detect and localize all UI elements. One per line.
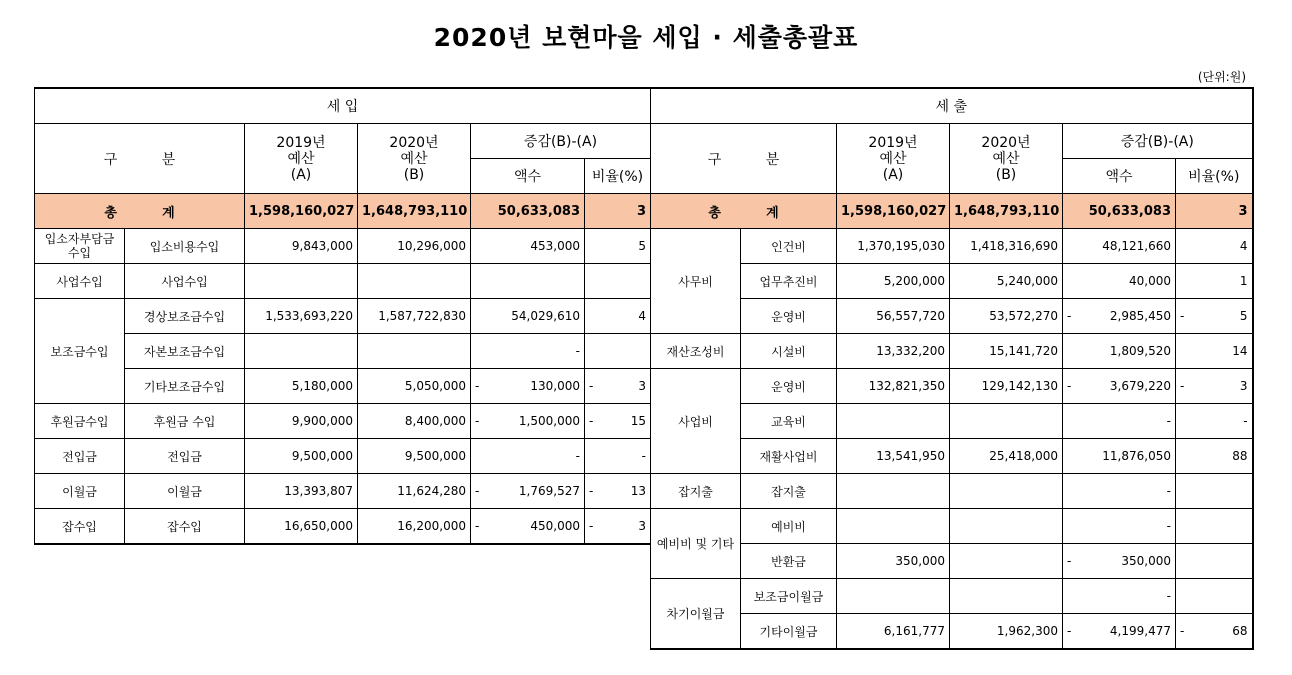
diff-amount-cell <box>471 509 585 545</box>
negative-sign: - <box>1180 379 1185 393</box>
diff-amount-cell: - <box>471 334 585 369</box>
table-row <box>35 334 651 369</box>
diff-amount-cell <box>1063 544 1176 579</box>
diff-ratio-cell: 14 <box>1176 334 1253 369</box>
budget-2020-cell <box>950 509 1063 544</box>
subcategory-cell: 자본보조금수입 <box>125 334 245 369</box>
table-row <box>651 579 1253 614</box>
diff-amount-cell <box>471 474 585 509</box>
budget-2019-cell: 6,161,777 <box>837 614 950 650</box>
diff-ratio-cell <box>1176 474 1253 509</box>
budget-2019-cell: 13,541,950 <box>837 439 950 474</box>
budget-2020-cell: 10,296,000 <box>358 229 471 264</box>
diff-amount-cell: 54,029,610 <box>471 299 585 334</box>
diff-amount-cell: 48,121,660 <box>1063 229 1176 264</box>
income-col-diff: 증감(B)-(A) <box>471 124 651 159</box>
total-label: 총 계 <box>651 194 837 229</box>
diff-ratio-cell-value: 3 <box>1239 379 1248 393</box>
budget-2020-cell: 53,572,270 <box>950 299 1063 334</box>
income-col-ratio: 비율(%) <box>585 159 651 194</box>
total-ratio: 3 <box>1176 194 1253 229</box>
table-row <box>35 264 651 299</box>
table-row <box>35 509 651 545</box>
budget-2019-cell: 132,821,350 <box>837 369 950 404</box>
diff-ratio-cell <box>585 404 651 439</box>
total-ratio: 3 <box>585 194 651 229</box>
subcategory-cell: 잡지출 <box>741 474 837 509</box>
negative-sign: - <box>475 379 480 393</box>
diff-amount-cell: - <box>1063 509 1176 544</box>
diff-amount-cell: - <box>1063 404 1176 439</box>
negative-sign: - <box>589 484 594 498</box>
table-row <box>35 439 651 474</box>
budget-2019-cell <box>837 474 950 509</box>
page-title: 2020년 보현마을 세입 · 세출총괄표 <box>433 23 859 52</box>
budget-2019-cell <box>245 264 358 299</box>
category-cell: 전입금 <box>35 439 125 474</box>
income-col-gubun: 구 분 <box>35 124 245 194</box>
diff-ratio-cell: - <box>585 439 651 474</box>
category-cell: 이월금 <box>35 474 125 509</box>
diff-ratio-cell: 1 <box>1176 264 1253 299</box>
subcategory-cell: 운영비 <box>741 369 837 404</box>
budget-2020-cell <box>950 544 1063 579</box>
diff-amount-cell-value: 1,769,527 <box>518 484 580 498</box>
table-row <box>35 229 651 264</box>
diff-ratio-cell <box>1176 299 1253 334</box>
subcategory-cell: 경상보조금수입 <box>125 299 245 334</box>
total-2020: 1,648,793,110 <box>950 194 1063 229</box>
diff-amount-cell: 1,809,520 <box>1063 334 1176 369</box>
subcategory-cell: 잡수입 <box>125 509 245 545</box>
table-row <box>651 299 1253 334</box>
budget-2019-cell <box>245 334 358 369</box>
diff-ratio-cell: 4 <box>1176 229 1253 264</box>
diff-ratio-cell <box>585 369 651 404</box>
subcategory-cell: 사업수입 <box>125 264 245 299</box>
subcategory-cell: 업무추진비 <box>741 264 837 299</box>
diff-amount-cell-value: 130,000 <box>530 379 580 393</box>
table-row <box>651 614 1253 650</box>
total-2019: 1,598,160,027 <box>837 194 950 229</box>
table-row <box>651 334 1253 369</box>
negative-sign: - <box>589 519 594 533</box>
diff-ratio-cell <box>1176 614 1253 650</box>
diff-ratio-cell <box>585 334 651 369</box>
negative-sign: - <box>475 484 480 498</box>
expense-col-2020: 2020년 예산 (B) <box>950 124 1063 194</box>
negative-sign: - <box>1067 624 1072 638</box>
table-row <box>651 404 1253 439</box>
budget-2020-cell: 16,200,000 <box>358 509 471 545</box>
table-row <box>651 369 1253 404</box>
expense-col-diff: 증감(B)-(A) <box>1063 124 1253 159</box>
table-row <box>651 229 1253 264</box>
income-total-row <box>35 194 651 229</box>
group-cell: 예비비 및 기타 <box>651 509 741 579</box>
diff-ratio-cell <box>585 474 651 509</box>
budget-2020-cell: 9,500,000 <box>358 439 471 474</box>
budget-2020-cell: 5,240,000 <box>950 264 1063 299</box>
diff-ratio-cell-value: 68 <box>1232 624 1248 638</box>
subcategory-cell: 기타이월금 <box>741 614 837 650</box>
budget-2020-cell: 11,624,280 <box>358 474 471 509</box>
budget-2019-cell: 1,370,195,030 <box>837 229 950 264</box>
budget-2020-cell <box>358 264 471 299</box>
diff-ratio-cell <box>1176 579 1253 614</box>
negative-sign: - <box>475 519 480 533</box>
budget-2020-cell <box>950 474 1063 509</box>
diff-amount-cell-value: 350,000 <box>1121 554 1171 568</box>
negative-sign: - <box>1180 624 1185 638</box>
budget-2020-cell <box>950 579 1063 614</box>
table-row <box>651 509 1253 544</box>
diff-amount-cell-value: 3,679,220 <box>1109 379 1171 393</box>
diff-ratio-cell-value: 13 <box>630 484 646 498</box>
budget-2019-cell: 1,533,693,220 <box>245 299 358 334</box>
budget-2020-cell <box>358 334 471 369</box>
budget-2020-cell <box>950 404 1063 439</box>
budget-2020-cell: 1,962,300 <box>950 614 1063 650</box>
negative-sign: - <box>1067 309 1072 323</box>
negative-sign: - <box>475 414 480 428</box>
category-cell: 잡수입 <box>35 509 125 545</box>
diff-amount-cell <box>1063 369 1176 404</box>
subcategory-cell: 입소비용수입 <box>125 229 245 264</box>
diff-ratio-cell: 4 <box>585 299 651 334</box>
diff-ratio-cell-value: 5 <box>1239 309 1248 323</box>
unit-label: (단위:원) <box>1197 70 1246 84</box>
negative-sign: - <box>589 414 594 428</box>
table-row <box>651 264 1253 299</box>
negative-sign: - <box>1180 309 1185 323</box>
budget-2019-cell: 56,557,720 <box>837 299 950 334</box>
total-2020: 1,648,793,110 <box>358 194 471 229</box>
table-row <box>651 439 1253 474</box>
diff-amount-cell-value: 450,000 <box>530 519 580 533</box>
diff-amount-cell <box>1063 614 1176 650</box>
budget-2019-cell: 5,200,000 <box>837 264 950 299</box>
budget-2020-cell: 1,418,316,690 <box>950 229 1063 264</box>
diff-ratio-cell-value: 15 <box>630 414 646 428</box>
expense-header: 세 출 <box>651 88 1253 124</box>
expense-col-2019: 2019년 예산 (A) <box>837 124 950 194</box>
diff-amount-cell-value: 4,199,477 <box>1109 624 1171 638</box>
table-row <box>35 369 651 404</box>
expense-col-amount: 액수 <box>1063 159 1176 194</box>
diff-ratio-cell: 88 <box>1176 439 1253 474</box>
budget-2019-cell: 13,332,200 <box>837 334 950 369</box>
subcategory-cell: 전입금 <box>125 439 245 474</box>
budget-2019-cell: 9,900,000 <box>245 404 358 439</box>
diff-amount-cell <box>471 369 585 404</box>
group-cell: 차기이월금 <box>651 579 741 650</box>
subcategory-cell: 이월금 <box>125 474 245 509</box>
income-header: 세 입 <box>35 88 651 124</box>
table-row <box>651 544 1253 579</box>
budget-2020-cell: 8,400,000 <box>358 404 471 439</box>
income-col-amount: 액수 <box>471 159 585 194</box>
subcategory-cell: 재활사업비 <box>741 439 837 474</box>
negative-sign: - <box>1067 554 1072 568</box>
budget-2020-cell: 129,142,130 <box>950 369 1063 404</box>
diff-ratio-cell <box>1176 544 1253 579</box>
diff-amount-cell-value: 1,500,000 <box>518 414 580 428</box>
budget-2019-cell: 9,843,000 <box>245 229 358 264</box>
total-amount: 50,633,083 <box>471 194 585 229</box>
expense-total-row <box>651 194 1253 229</box>
subcategory-cell: 예비비 <box>741 509 837 544</box>
diff-ratio-cell: - <box>1176 404 1253 439</box>
budget-2020-cell: 15,141,720 <box>950 334 1063 369</box>
category-cell: 입소자부담금 수입 <box>35 229 125 264</box>
subcategory-cell: 인건비 <box>741 229 837 264</box>
diff-ratio-cell-value: 3 <box>638 519 646 533</box>
negative-sign: - <box>589 379 594 393</box>
budget-2019-cell: 13,393,807 <box>245 474 358 509</box>
diff-amount-cell: - <box>471 439 585 474</box>
table-row <box>35 299 651 334</box>
budget-2019-cell <box>837 579 950 614</box>
category-cell: 사업수입 <box>35 264 125 299</box>
subcategory-cell: 교육비 <box>741 404 837 439</box>
category-cell: 보조금수입 <box>35 299 125 404</box>
budget-2019-cell: 9,500,000 <box>245 439 358 474</box>
budget-2019-cell: 350,000 <box>837 544 950 579</box>
group-cell: 사업비 <box>651 369 741 474</box>
subcategory-cell: 반환금 <box>741 544 837 579</box>
income-table <box>34 87 651 545</box>
budget-2019-cell <box>837 404 950 439</box>
diff-amount-cell: - <box>1063 474 1176 509</box>
income-col-2020: 2020년 예산 (B) <box>358 124 471 194</box>
expense-col-ratio: 비율(%) <box>1176 159 1253 194</box>
budget-2020-cell: 25,418,000 <box>950 439 1063 474</box>
budget-2020-cell: 1,587,722,830 <box>358 299 471 334</box>
diff-ratio-cell <box>1176 509 1253 544</box>
diff-amount-cell: - <box>1063 579 1176 614</box>
subcategory-cell: 후원금 수입 <box>125 404 245 439</box>
diff-amount-cell: 453,000 <box>471 229 585 264</box>
expense-col-gubun: 구 분 <box>651 124 837 194</box>
subcategory-cell: 운영비 <box>741 299 837 334</box>
diff-ratio-cell <box>1176 369 1253 404</box>
diff-amount-cell: 40,000 <box>1063 264 1176 299</box>
diff-amount-cell <box>471 404 585 439</box>
diff-ratio-cell-value: 3 <box>638 379 646 393</box>
diff-ratio-cell: 5 <box>585 229 651 264</box>
total-label: 총 계 <box>35 194 245 229</box>
subcategory-cell: 시설비 <box>741 334 837 369</box>
subcategory-cell: 보조금이월금 <box>741 579 837 614</box>
budget-2019-cell <box>837 509 950 544</box>
total-amount: 50,633,083 <box>1063 194 1176 229</box>
total-2019: 1,598,160,027 <box>245 194 358 229</box>
diff-ratio-cell <box>585 264 651 299</box>
group-cell: 재산조성비 <box>651 334 741 369</box>
diff-amount-cell <box>1063 299 1176 334</box>
category-cell: 후원금수입 <box>35 404 125 439</box>
table-row <box>651 474 1253 509</box>
income-col-2019: 2019년 예산 (A) <box>245 124 358 194</box>
group-cell: 사무비 <box>651 229 741 334</box>
diff-ratio-cell <box>585 509 651 545</box>
subcategory-cell: 기타보조금수입 <box>125 369 245 404</box>
budget-2020-cell: 5,050,000 <box>358 369 471 404</box>
diff-amount-cell: 11,876,050 <box>1063 439 1176 474</box>
table-row <box>35 474 651 509</box>
diff-amount-cell <box>471 264 585 299</box>
table-row <box>35 404 651 439</box>
budget-2019-cell: 5,180,000 <box>245 369 358 404</box>
expense-table <box>650 87 1254 650</box>
diff-amount-cell-value: 2,985,450 <box>1109 309 1171 323</box>
negative-sign: - <box>1067 379 1072 393</box>
budget-2019-cell: 16,650,000 <box>245 509 358 545</box>
group-cell: 잡지출 <box>651 474 741 509</box>
